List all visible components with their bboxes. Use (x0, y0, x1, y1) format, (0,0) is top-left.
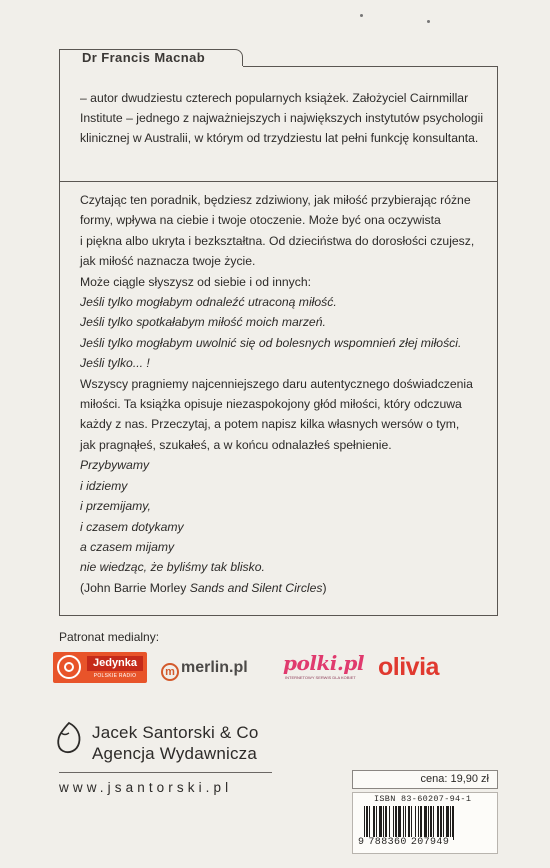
jedynka-name: Jedynka (87, 656, 143, 671)
ean-left-digits: 788360 (368, 837, 407, 848)
description-line: jak miłość naznacza twoje życie. (80, 254, 256, 269)
publisher-rule (59, 772, 272, 773)
book-description (80, 190, 492, 598)
description-line: miłości. Ta książka opisuje niezaspokojony głód miłości, który odczuwa (80, 397, 462, 412)
polki-logo (283, 651, 363, 681)
section-divider (59, 181, 498, 182)
author-name: Dr Francis Macnab (59, 49, 243, 66)
poem-line: nie wiedząc, że byliśmy tak blisko. (80, 560, 265, 575)
print-dot (360, 14, 363, 17)
poem-citation (80, 578, 492, 598)
quote-line: Jeśli tylko... ! (80, 356, 150, 371)
merlin-logo (161, 657, 248, 679)
description-line: formy, wpływa na ciebie i twoje otoczenie. Może być ona oczywista (80, 213, 441, 228)
publisher-website: www.jsantorski.pl (59, 780, 233, 795)
poem-line: i idziemy (80, 478, 128, 493)
polki-tagline: INTERNETOWY SERWIS DLA KOBIET (285, 675, 356, 680)
description-line: Może ciągle słyszysz od siebie i od innych: (80, 274, 311, 289)
barcode-icon (364, 806, 490, 840)
description-line: i piękna albo ukryta i bezkształtna. Od dzieciństwa do dorosłości czujesz, (80, 233, 475, 248)
price-label: cena: 19,90 zł (352, 770, 498, 789)
isbn-number: ISBN 83-60207-94-1 (374, 794, 472, 804)
publisher-logo-icon (55, 721, 83, 755)
jedynka-logo (53, 652, 147, 683)
ean-first-digit: 9 (358, 837, 365, 848)
publisher-name-line2: Agencja Wydawnicza (92, 744, 258, 763)
merlin-name: merlin.pl (181, 659, 248, 676)
print-dot (427, 20, 430, 23)
citation-title: Sands and Silent Circles (189, 580, 323, 595)
jedynka-subtitle: POLSKIE RADIO (93, 673, 137, 679)
media-patronage-label: Patronat medialny: (59, 630, 160, 644)
olivia-logo: olivia (378, 653, 439, 681)
poem-line: i czasem dotykamy (80, 519, 184, 534)
author-bio: – autor dwudziestu czterech popularnych książek. Założyciel Cairnmillar Institute – jednego z najważniejszych i największych instytutów psychologii klinicznej w Australii, w którym od trzydziestu lat pełni funkcję konsultanta. (80, 91, 484, 145)
publisher-name-line1: Jacek Santorski & Co (92, 723, 259, 742)
quote-line: Jeśli tylko spotkałabym miłość moich marzeń. (80, 315, 326, 330)
merlin-m-icon: m (161, 663, 179, 681)
publisher-name (92, 722, 259, 764)
jedynka-circle-icon (57, 655, 81, 679)
polki-name: polki.pl (283, 651, 364, 675)
description-line: jak pragnąłeś, szukałeś, a w końcu odnalazłeś spełnienie. (80, 437, 392, 452)
description-line: Wszyscy pragniemy najcenniejszego daru autentycznego doświadczenia (80, 376, 473, 391)
poem-line: i przemijamy, (80, 499, 151, 514)
ean-number (358, 837, 453, 848)
frame-top-border (243, 66, 498, 67)
description-line: każdy z nas. Przeczytaj, a potem napisz kilka własnych wersów o tym, (80, 417, 460, 432)
description-line: Czytając ten poradnik, będziesz zdziwiony, jak miłość przybierając różne (80, 193, 471, 207)
ean-right-digits: 207949 (410, 837, 450, 848)
citation-suffix: ) (322, 580, 327, 595)
quote-line: Jeśli tylko mogłabym odnaleźć utraconą miłość. (80, 295, 337, 310)
citation-prefix: (John Barrie Morley (80, 580, 190, 595)
poem-line: Przybywamy (80, 458, 150, 473)
quote-line: Jeśli tylko mogłabym uwolnić się od bolesnych wspomnień złej miłości. (80, 335, 462, 350)
poem-line: a czasem mijamy (80, 539, 175, 554)
